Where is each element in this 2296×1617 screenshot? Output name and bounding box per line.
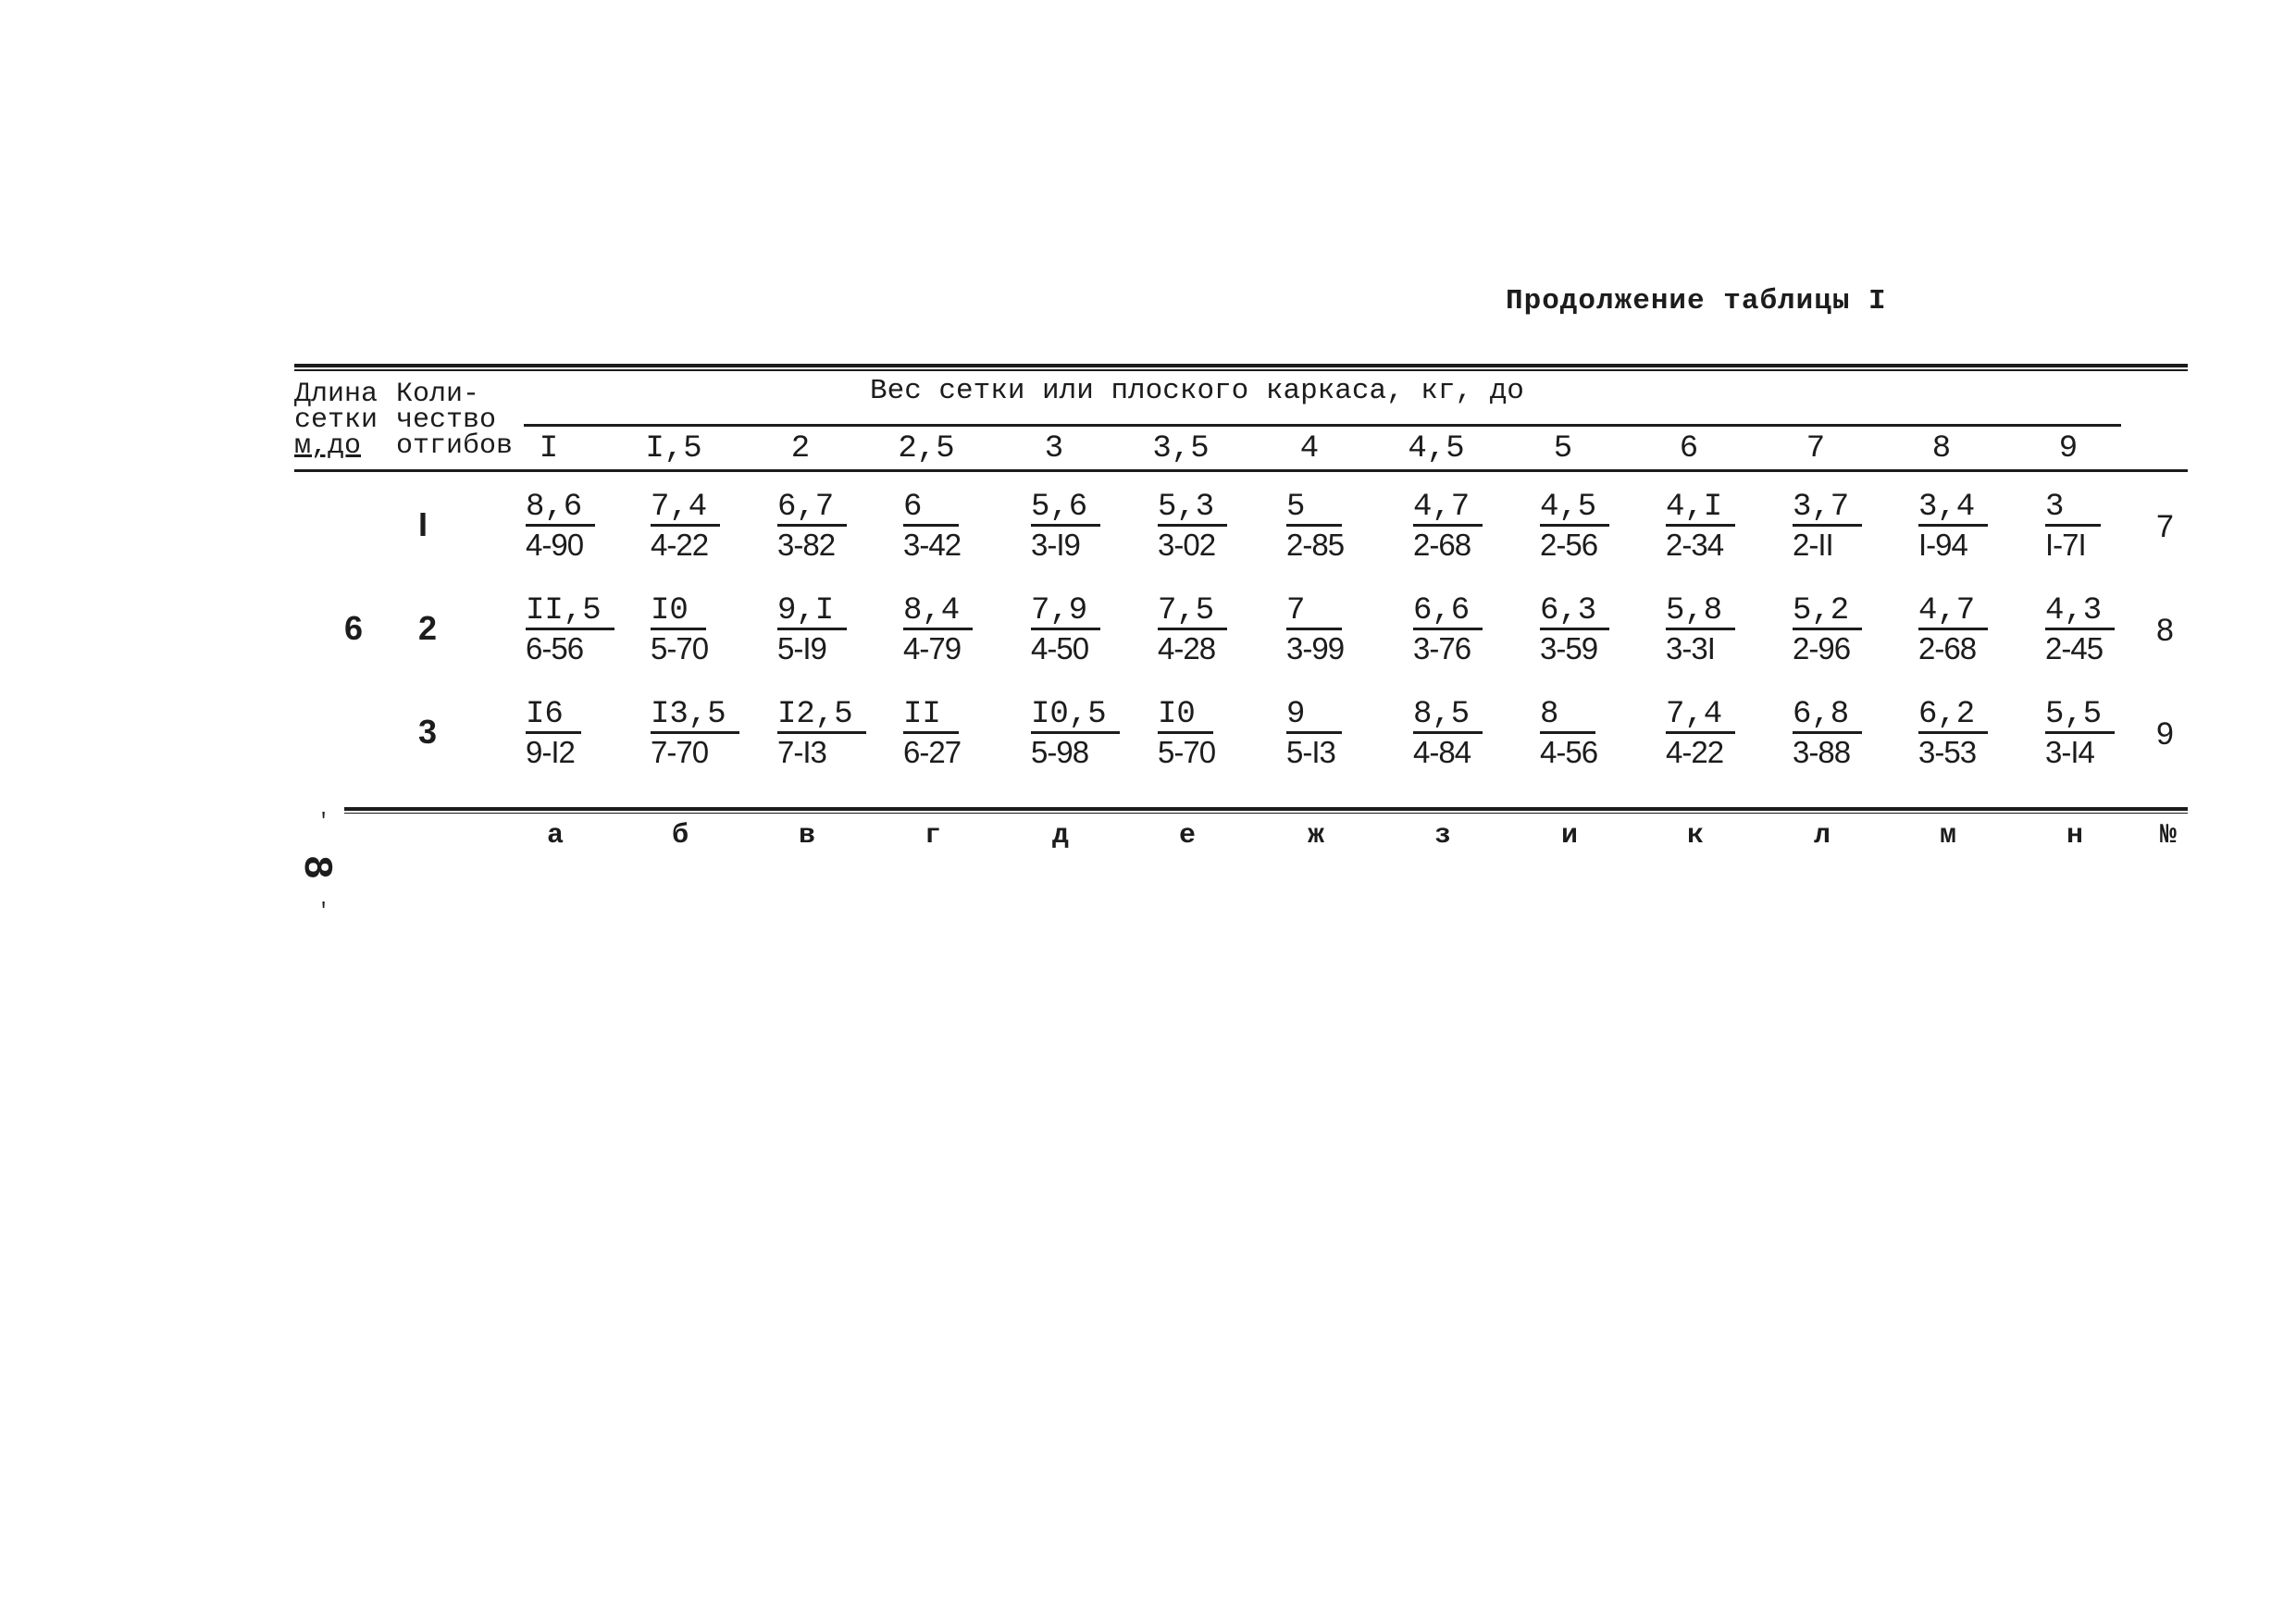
cell-weight: 4,3 <box>2045 594 2115 630</box>
table-cell <box>1666 594 1758 667</box>
cell-value: 7-70 <box>651 735 709 769</box>
column-letter: д <box>1051 820 1069 852</box>
column-letter: м <box>1939 820 1956 852</box>
cell-value: 3-I4 <box>2045 735 2094 769</box>
cell-weight: 6,2 <box>1918 698 1988 734</box>
column-letter: ж <box>1307 820 1324 852</box>
table-cell <box>1793 491 1885 564</box>
column-letter: б <box>671 820 689 852</box>
table-cell <box>526 698 618 771</box>
cell-value: 6-27 <box>903 735 962 769</box>
cell-value: 2-45 <box>2045 631 2104 665</box>
row-number: 7 <box>2156 509 2174 544</box>
cell-weight: 4,5 <box>1540 491 1609 527</box>
table-cell <box>1158 698 1250 771</box>
cell-value: 3-02 <box>1158 528 1216 562</box>
table-continuation-title: Продолжение таблицы I <box>1506 285 1887 317</box>
cell-weight: 6,6 <box>1413 594 1483 630</box>
header-length-label: Длина сетки м,до <box>294 379 379 462</box>
column-letter: з <box>1433 820 1451 852</box>
cell-weight: II,5 <box>526 594 614 630</box>
table-cell <box>1286 698 1379 771</box>
cell-weight: 7 <box>1286 594 1342 630</box>
cell-weight: 9,I <box>777 594 847 630</box>
cell-value: 2-85 <box>1286 528 1345 562</box>
length-value: 6 <box>344 609 364 647</box>
page-tick-top: ' <box>317 810 330 833</box>
table-cell <box>1793 698 1885 771</box>
column-letter: в <box>798 820 815 852</box>
weight-column-header: 2,5 <box>898 431 955 466</box>
table-cell <box>1793 594 1885 667</box>
row-mark: № <box>2159 820 2177 852</box>
weight-column-header: 5 <box>1553 431 1573 466</box>
table-cell <box>1413 594 1506 667</box>
column-letter: е <box>1178 820 1196 852</box>
weight-column-header: 2 <box>790 431 811 466</box>
cell-weight: II <box>903 698 959 734</box>
cell-weight: 6,3 <box>1540 594 1609 630</box>
table-cell <box>1540 594 1632 667</box>
cell-value: 5-I9 <box>777 631 826 665</box>
table-cell <box>651 491 743 564</box>
cell-value: 5-I3 <box>1286 735 1335 769</box>
table-cell <box>1918 491 2011 564</box>
cell-value: 3-88 <box>1793 735 1851 769</box>
cell-weight: 5,3 <box>1158 491 1227 527</box>
cell-value: 6-56 <box>526 631 584 665</box>
cell-weight: 7,4 <box>651 491 720 527</box>
table-cell <box>1413 491 1506 564</box>
cell-weight: 6 <box>903 491 959 527</box>
table-cell <box>1031 594 1123 667</box>
cell-value: 4-79 <box>903 631 962 665</box>
column-letter: г <box>924 820 941 852</box>
cell-value: 3-3I <box>1666 631 1715 665</box>
cell-value: 5-70 <box>1158 735 1216 769</box>
cell-weight: 3,4 <box>1918 491 1988 527</box>
cell-value: 2-68 <box>1918 631 1977 665</box>
table-cell <box>903 594 996 667</box>
table-cell <box>1413 698 1506 771</box>
column-letter: а <box>546 820 564 852</box>
table-cell <box>1918 698 2011 771</box>
weight-caption: Вес сетки или плоского каркаса, кг, до <box>870 375 1524 407</box>
cell-weight: 5,8 <box>1666 594 1735 630</box>
cell-value: 2-68 <box>1413 528 1471 562</box>
cell-value: 4-56 <box>1540 735 1598 769</box>
cell-weight: 7,9 <box>1031 594 1100 630</box>
cell-weight: 8 <box>1540 698 1595 734</box>
table-cell <box>777 698 870 771</box>
table-cell <box>1666 491 1758 564</box>
table-cell <box>1540 698 1632 771</box>
weight-column-header: 4,5 <box>1408 431 1465 466</box>
cell-weight: 3,7 <box>1793 491 1862 527</box>
cell-value: 4-50 <box>1031 631 1089 665</box>
cell-weight: I0,5 <box>1031 698 1120 734</box>
bottom-rule-thin <box>344 813 2188 814</box>
cell-value: 3-59 <box>1540 631 1598 665</box>
weight-column-header: 7 <box>1806 431 1826 466</box>
cell-weight: I0 <box>1158 698 1213 734</box>
cell-weight: 3 <box>2045 491 2101 527</box>
table-cell <box>777 491 870 564</box>
weight-column-header: 9 <box>2058 431 2079 466</box>
cell-value: 3-82 <box>777 528 836 562</box>
cell-weight: 5,6 <box>1031 491 1100 527</box>
cell-value: 2-II <box>1793 528 1833 562</box>
table-cell <box>1918 594 2011 667</box>
bottom-rule <box>344 807 2188 811</box>
table-cell <box>1286 594 1379 667</box>
table-cell <box>526 491 618 564</box>
weight-column-header: 4 <box>1299 431 1320 466</box>
cell-value: 3-42 <box>903 528 962 562</box>
cell-value: 2-34 <box>1666 528 1724 562</box>
cell-value: 2-96 <box>1793 631 1851 665</box>
table-cell <box>1158 491 1250 564</box>
column-letter: л <box>1813 820 1831 852</box>
cell-weight: 7,4 <box>1666 698 1735 734</box>
bends-count: 2 <box>418 609 438 647</box>
bends-count: I <box>418 505 428 543</box>
cell-value: 4-22 <box>1666 735 1724 769</box>
cell-value: I-7I <box>2045 528 2086 562</box>
cell-weight: I0 <box>651 594 706 630</box>
table-cell <box>2045 594 2138 667</box>
table-cell <box>1158 594 1250 667</box>
table-cell <box>2045 698 2138 771</box>
table-cell <box>903 491 996 564</box>
page-number: 8 <box>292 854 340 880</box>
weight-column-header: 8 <box>1931 431 1952 466</box>
cell-value: 3-76 <box>1413 631 1471 665</box>
table-cell <box>1031 491 1123 564</box>
cell-weight: 4,7 <box>1918 594 1988 630</box>
cell-weight: 4,7 <box>1413 491 1483 527</box>
column-letter: к <box>1686 820 1704 852</box>
cell-weight: 5,5 <box>2045 698 2115 734</box>
weight-column-header: 3 <box>1044 431 1064 466</box>
cell-value: 9-I2 <box>526 735 575 769</box>
weight-column-header: I,5 <box>645 431 702 466</box>
table-cell <box>2045 491 2138 564</box>
cell-weight: 6,8 <box>1793 698 1862 734</box>
cell-value: I-94 <box>1918 528 1967 562</box>
cell-weight: 6,7 <box>777 491 847 527</box>
cell-weight: I6 <box>526 698 581 734</box>
cell-value: 4-84 <box>1413 735 1471 769</box>
weight-column-header: 6 <box>1679 431 1699 466</box>
cell-value: 4-22 <box>651 528 709 562</box>
header-bottom-rule <box>294 469 2188 472</box>
cell-value: 3-I9 <box>1031 528 1080 562</box>
table-cell <box>1666 698 1758 771</box>
table-cell <box>903 698 996 771</box>
table-cell <box>1031 698 1123 771</box>
header-bends-label: Коли- чество отгибов <box>396 379 514 462</box>
cell-weight: 5,2 <box>1793 594 1862 630</box>
cell-weight: 8,6 <box>526 491 595 527</box>
table-cell <box>1540 491 1632 564</box>
weight-column-header: I <box>539 431 559 466</box>
cell-value: 5-98 <box>1031 735 1089 769</box>
cell-value: 4-90 <box>526 528 584 562</box>
caption-rule <box>524 424 2121 427</box>
cell-value: 2-56 <box>1540 528 1598 562</box>
cell-weight: 7,5 <box>1158 594 1227 630</box>
top-rule-thin <box>294 369 2188 371</box>
weight-column-header: 3,5 <box>1152 431 1210 466</box>
table-cell <box>777 594 870 667</box>
table-cell <box>526 594 618 667</box>
cell-value: 7-I3 <box>777 735 826 769</box>
cell-weight: 9 <box>1286 698 1342 734</box>
cell-value: 4-28 <box>1158 631 1216 665</box>
row-number: 8 <box>2156 613 2174 648</box>
column-letter: и <box>1560 820 1578 852</box>
cell-weight: I3,5 <box>651 698 739 734</box>
column-letter: н <box>2066 820 2083 852</box>
cell-value: 3-53 <box>1918 735 1977 769</box>
cell-weight: 8,4 <box>903 594 973 630</box>
table-cell <box>651 594 743 667</box>
cell-weight: I2,5 <box>777 698 866 734</box>
cell-weight: 5 <box>1286 491 1342 527</box>
bends-count: 3 <box>418 713 438 751</box>
cell-value: 3-99 <box>1286 631 1345 665</box>
row-number: 9 <box>2156 716 2174 752</box>
cell-weight: 8,5 <box>1413 698 1483 734</box>
page-tick-bottom: ' <box>317 900 330 923</box>
table-cell <box>1286 491 1379 564</box>
cell-weight: 4,I <box>1666 491 1735 527</box>
top-rule <box>294 364 2188 367</box>
cell-value: 5-70 <box>651 631 709 665</box>
table-cell <box>651 698 743 771</box>
